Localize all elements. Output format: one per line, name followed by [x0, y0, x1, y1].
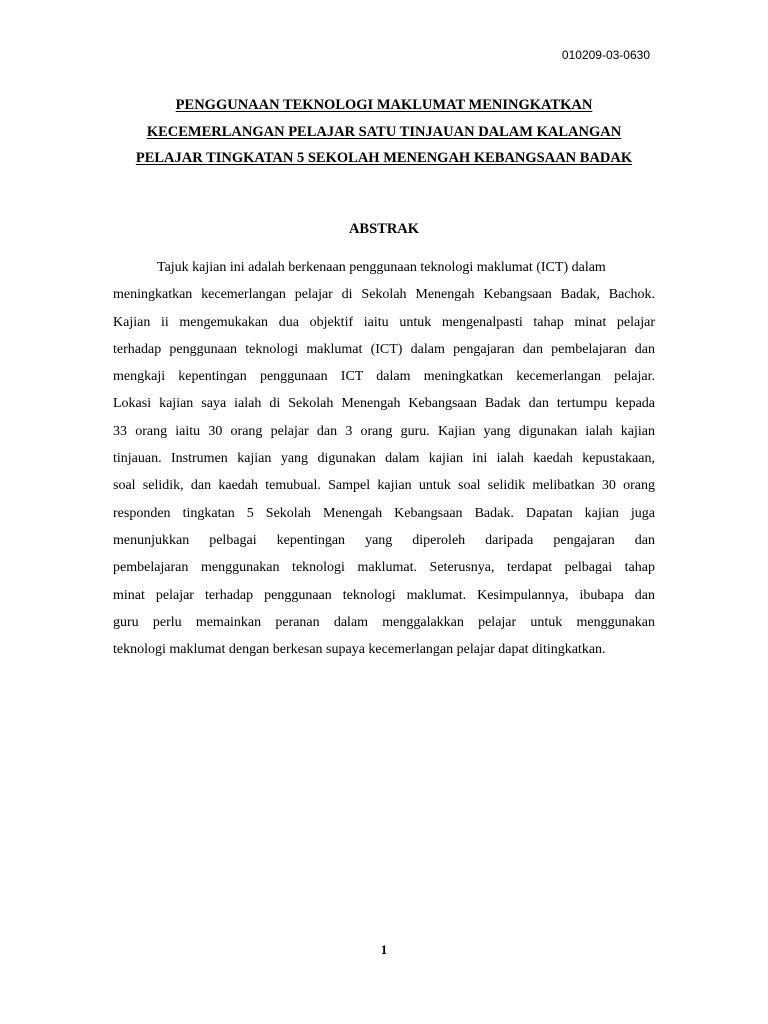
abstract-heading: ABSTRAK — [348, 221, 420, 237]
abstract-line: menunjukkan pelbagai kepentingan yang diperoleh daripada pengajaran dan — [113, 532, 655, 548]
page-number: 1 — [380, 942, 388, 957]
abstract-line: Kajian ii mengemukakan dua objektif iaitu untuk mengenalpasti tahap minat pelajar — [113, 314, 655, 330]
document-id: 010209-03-0630 — [561, 48, 650, 62]
title-line — [100, 92, 668, 119]
abstract-line: Lokasi kajian saya ialah di Sekolah Menengah Kebangsaan Badak dan tertumpu kepada — [113, 396, 655, 412]
abstract-line: mengkaji kepentingan penggunaan ICT dalam meningkatkan kecemerlangan pelajar. — [113, 369, 655, 385]
abstract-line: pembelajaran menggunakan teknologi maklumat. Seterusnya, terdapat pelbagai tahap — [113, 560, 655, 576]
title-line-text: PENGGUNAAN TEKNOLOGI MAKLUMAT MENINGKATKAN — [175, 97, 593, 113]
abstract-line: meningkatkan kecemerlangan pelajar di Sekolah Menengah Kebangsaan Badak, Bachok. — [113, 287, 655, 303]
abstract-body — [113, 254, 655, 663]
abstract-line: terhadap penggunaan teknologi maklumat (ICT) dalam pengajaran dan pembelajaran dan — [113, 341, 655, 357]
abstract-line: guru perlu memainkan peranan dalam menggalakkan pelajar untuk menggunakan — [113, 614, 655, 630]
abstract-line: 33 orang iaitu 30 orang pelajar dan 3 orang guru. Kajian yang digunakan ialah kajian — [113, 423, 655, 439]
title-line — [100, 119, 668, 146]
title-line-text: PELAJAR TINGKATAN 5 SEKOLAH MENENGAH KEBANGSAAN BADAK — [135, 150, 633, 166]
abstract-line: tinjauan. Instrumen kajian yang digunakan dalam kajian ini ialah kaedah kepustakaan, — [113, 451, 655, 467]
abstract-line: teknologi maklumat dengan berkesan supaya kecemerlangan pelajar dapat ditingkatkan. — [113, 642, 606, 658]
document-title — [100, 92, 668, 172]
abstract-line: responden tingkatan 5 Sekolah Menengah Kebangsaan Badak. Dapatan kajian juga — [113, 505, 655, 521]
abstract-line: soal selidik, dan kaedah temubual. Sampel kajian untuk soal selidik melibatkan 30 orang — [113, 478, 655, 494]
abstract-line: minat pelajar terhadap penggunaan teknologi maklumat. Kesimpulannya, ibubapa dan — [113, 587, 655, 603]
title-line — [100, 145, 668, 172]
abstract-line: Tajuk kajian ini adalah berkenaan penggunaan teknologi maklumat (ICT) dalam — [157, 260, 606, 275]
title-line-text: KECEMERLANGAN PELAJAR SATU TINJAUAN DALAM KALANGAN — [146, 123, 622, 140]
